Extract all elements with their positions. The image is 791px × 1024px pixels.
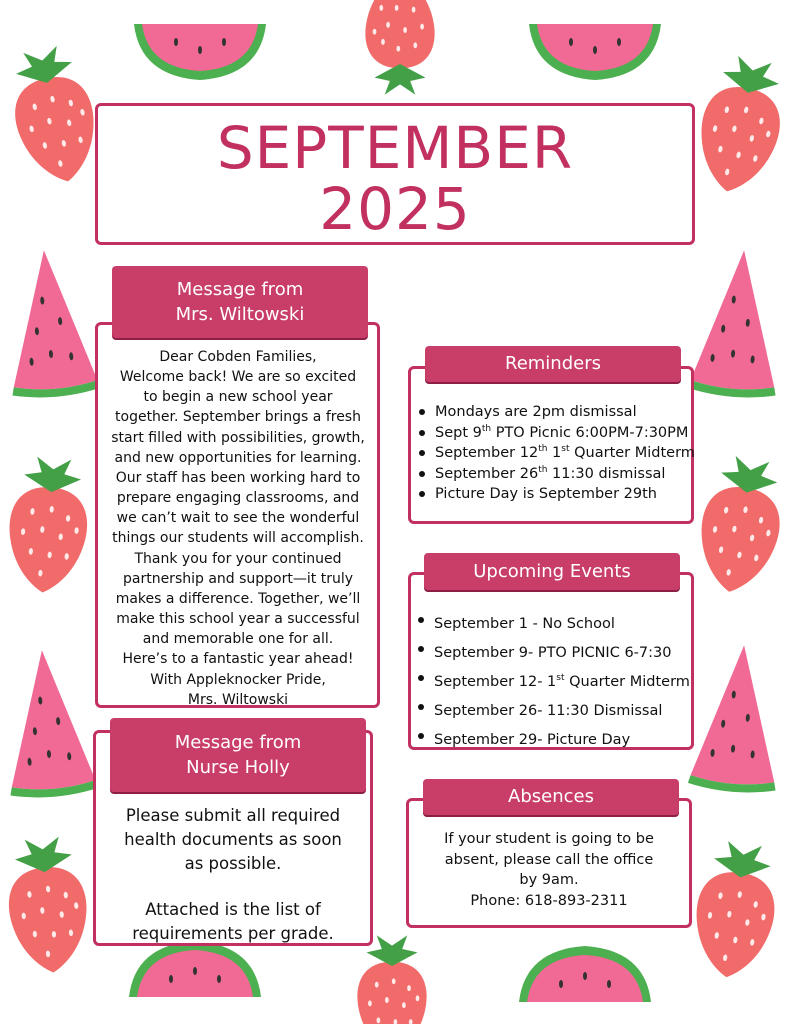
absences-body: If your student is going to be absent, please call the office by 9am. Phone: 618-893-2311 (444, 831, 654, 909)
events-heading: Upcoming Events (424, 553, 680, 590)
list-item: September 1 - No School (412, 610, 694, 639)
reminders-heading: Reminders (425, 346, 681, 382)
absences-heading: Absences (423, 779, 679, 815)
events-list (412, 610, 694, 755)
list-item: September 29- Picture Day (412, 726, 694, 755)
list-item: Sept 9th PTO Picnic 6:00PM-7:30PM (413, 423, 695, 444)
list-item: September 26th 11:30 dismissal (413, 464, 695, 485)
nurse-message-heading: Message from Nurse Holly (110, 718, 366, 792)
list-item: September 12- 1st Quarter Midterm (412, 668, 694, 697)
list-item: September 9- PTO PICNIC 6-7:30 (412, 639, 694, 668)
reminders-list (413, 402, 695, 505)
list-item: September 26- 11:30 Dismissal (412, 697, 694, 726)
list-item: Picture Day is September 29th (413, 484, 695, 505)
title-month: SEPTEMBER (216, 114, 574, 182)
title-year: 2025 (319, 175, 471, 243)
list-item: Mondays are 2pm dismissal (413, 402, 695, 423)
list-item: September 12th 1st Quarter Midterm (413, 443, 695, 464)
principal-message-heading: Message from Mrs. Wiltowski (112, 266, 368, 338)
principal-message-body: Dear Cobden Families, Welcome back! We are so excited to begin a new school year together. September brings a fresh start filled with possibilities, growth, and new opportunities for learning. Our staff has been working hard to prepare engaging classrooms, and we can’t wait to see the wonderful things our students will accomplish. Thank you for your continued partnership and support—it truly makes a difference. Together, we’ll make this school year a successful and memorable one for all. Here’s to a fantastic year ahead! With Appleknocker Pride, Mrs. Wiltowski (111, 349, 365, 708)
title-box (95, 103, 695, 245)
nurse-message-body: Please submit all required health documents as soon as possible. Attached is the list of requirements per grade. (124, 806, 342, 943)
